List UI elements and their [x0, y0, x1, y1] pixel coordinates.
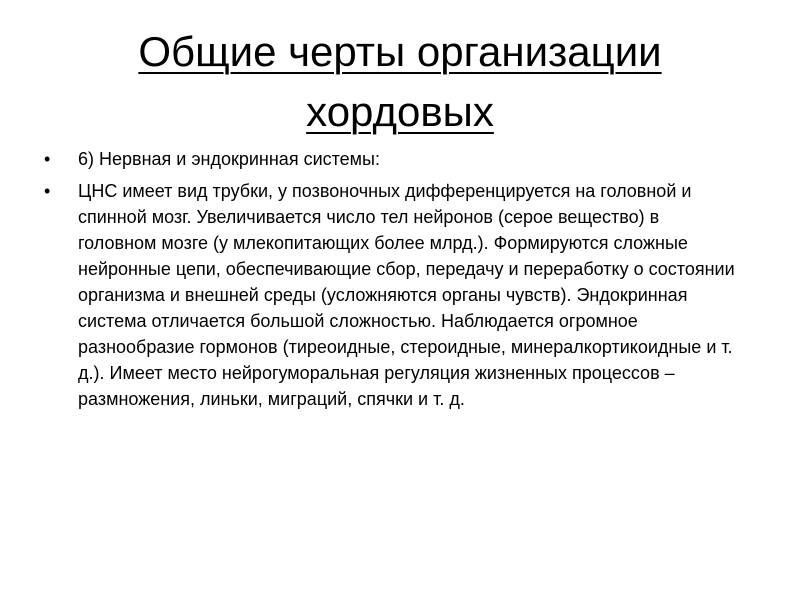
bullet-dot-icon: •: [44, 181, 51, 201]
bullet-list: [40, 146, 740, 418]
bullet-item-1: [40, 146, 740, 172]
slide-title: Общие черты организации хордовых: [138, 28, 662, 135]
bullet-text-2: ЦНС имеет вид трубки, у позвоночных дифференцируется на головной и спинной мозг. Увеличивается число тел нейронов (серое вещество) в головном мозге (у млекопитающих более млрд.). Формируются сложные нейронные цепи, обеспечивающие сбор, передачу и переработку о состоянии организма и внешней среды (усложняются органы чувств). Эндокринная система отличается большой сложностью. Наблюдается огромное разнообразие гормонов (тиреоидные, стероидные, минералкортикоидные и т. д.). Имеет место нейрогуморальная регуляция жизненных процессов – размножения, линьки, миграций, спячки и т. д.: [78, 181, 735, 409]
bullet-item-2: [40, 178, 740, 412]
bullet-text-1: 6) Нервная и эндокринная системы:: [78, 149, 380, 169]
bullet-dot-icon: •: [44, 149, 51, 169]
